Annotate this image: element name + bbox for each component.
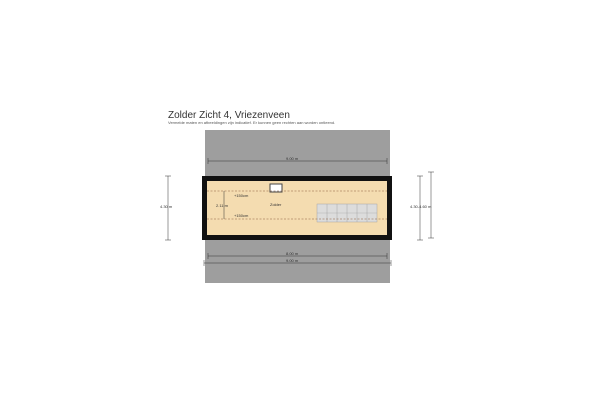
plan-title: Zolder Zicht 4, Vriezenveen <box>168 110 290 121</box>
right-height-label: 4.30-4.60 m <box>410 204 432 209</box>
roof-line-upper-label: +150cm <box>234 193 249 198</box>
inner-height-label: 2.11 m <box>216 203 228 208</box>
top-width-label: 9.00 m <box>286 156 299 161</box>
plan-disclaimer: Vermelde maten en afbeeldingen zijn indicatief. Er kunnen geen rechten aan worden ontleend. <box>168 120 336 125</box>
bottom-inner-width-label: 8.00 m <box>286 251 299 256</box>
staircase <box>317 204 377 222</box>
roof-line-lower-label: +150cm <box>234 213 249 218</box>
left-height-label: 4.30 m <box>160 204 173 209</box>
bottom-outer-width-label: 9.00 m <box>286 258 299 263</box>
roof-top <box>205 130 390 178</box>
room-label: Zolder <box>270 202 282 207</box>
